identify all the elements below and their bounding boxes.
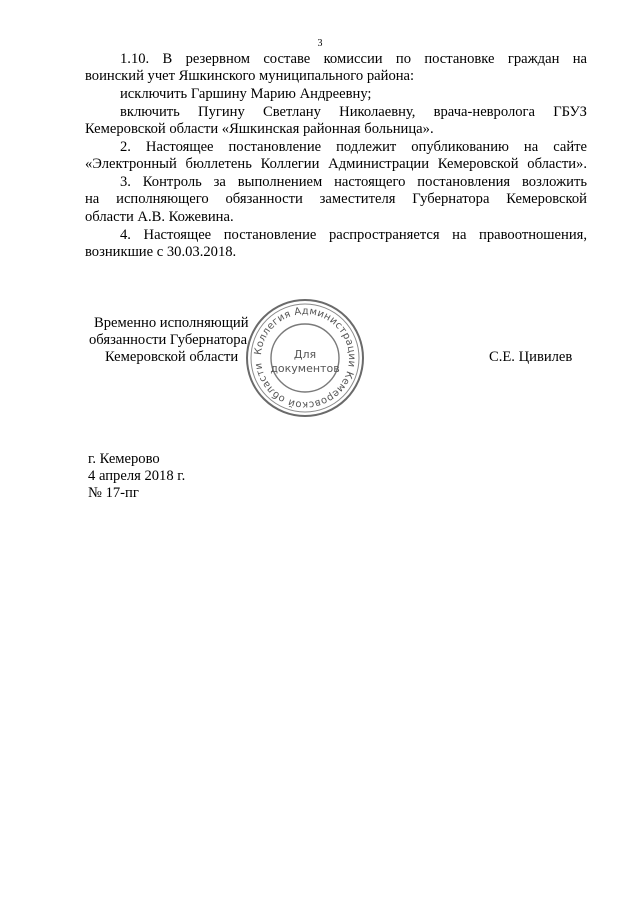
body-line: 2. Настоящее постановление подлежит опубликованию на сайте bbox=[120, 139, 587, 155]
signatory-name: С.Е. Цивилев bbox=[489, 349, 573, 365]
signatory-position-line: Кемеровской области bbox=[105, 349, 239, 365]
signatory-position-line: обязанности Губернатора bbox=[89, 332, 248, 348]
seal-center-text: Для bbox=[293, 348, 317, 361]
signatory-position-line: Временно исполняющий bbox=[94, 315, 249, 331]
page-number: 3 bbox=[317, 38, 323, 49]
body-line: исключить Гаршину Марию Андреевну; bbox=[120, 86, 372, 102]
body-line: области А.В. Кожевина. bbox=[85, 209, 234, 225]
body-line: воинский учет Яшкинского муниципального района: bbox=[85, 68, 415, 84]
body-line: включить Пугину Светлану Николаевну, врача-невролога ГБУЗ bbox=[120, 104, 587, 120]
body-line: на исполняющего обязанности заместителя Губернатора Кемеровской bbox=[85, 191, 587, 207]
seal-ring-text: Коллегия Администрации Кемеровской области bbox=[253, 305, 358, 411]
issue-city: г. Кемерово bbox=[88, 451, 160, 467]
issue-date: 4 апреля 2018 г. bbox=[88, 468, 186, 484]
body-line: Кемеровской области «Яшкинская районная больница». bbox=[85, 121, 434, 137]
body-line: «Электронный бюллетень Коллегии Администрации Кемеровской области». bbox=[85, 156, 587, 172]
body-line: 1.10. В резервном составе комиссии по постановке граждан на bbox=[120, 51, 587, 67]
body-line: 3. Контроль за выполнением настоящего постановления возложить bbox=[120, 174, 587, 190]
body-line: возникшие с 30.03.2018. bbox=[85, 244, 237, 260]
body-line: 4. Настоящее постановление распространяется на правоотношения, bbox=[120, 227, 587, 243]
seal-center-text: документов bbox=[270, 362, 340, 375]
official-seal bbox=[244, 297, 366, 419]
document-number: № 17-пг bbox=[88, 485, 139, 501]
seal-graphic bbox=[244, 297, 366, 419]
